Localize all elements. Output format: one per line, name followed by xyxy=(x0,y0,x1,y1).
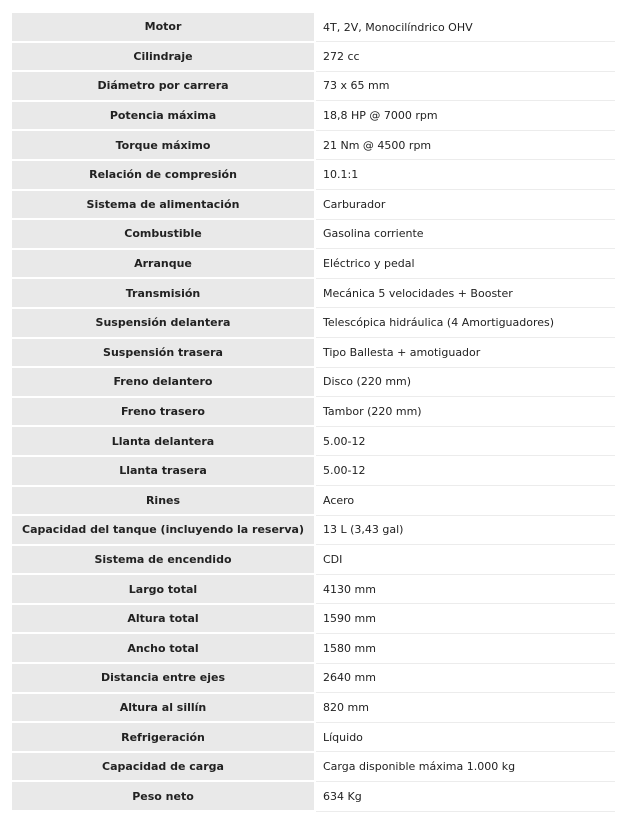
spec-value: Tambor (220 mm) xyxy=(315,397,615,427)
spec-label: Arranque xyxy=(12,249,315,279)
spec-row xyxy=(12,130,615,160)
spec-label: Altura al sillín xyxy=(12,693,315,723)
spec-row xyxy=(12,693,615,723)
spec-value: CDI xyxy=(315,545,615,575)
spec-row xyxy=(12,249,615,279)
spec-label: Rines xyxy=(12,486,315,516)
spec-row xyxy=(12,71,615,101)
spec-row xyxy=(12,722,615,752)
spec-label: Capacidad de carga xyxy=(12,752,315,782)
spec-row xyxy=(12,633,615,663)
spec-label: Combustible xyxy=(12,219,315,249)
spec-row xyxy=(12,101,615,131)
spec-row xyxy=(12,219,615,249)
spec-label: Suspensión delantera xyxy=(12,308,315,338)
spec-row xyxy=(12,574,615,604)
spec-label: Largo total xyxy=(12,574,315,604)
spec-row xyxy=(12,190,615,220)
spec-table-body xyxy=(12,13,615,811)
spec-value: 5.00-12 xyxy=(315,426,615,456)
spec-row xyxy=(12,456,615,486)
spec-value: 4130 mm xyxy=(315,574,615,604)
spec-label: Transmisión xyxy=(12,278,315,308)
spec-value: 4T, 2V, Monocilíndrico OHV xyxy=(315,13,615,42)
spec-value: 21 Nm @ 4500 rpm xyxy=(315,130,615,160)
spec-row xyxy=(12,545,615,575)
spec-value: Mecánica 5 velocidades + Booster xyxy=(315,278,615,308)
spec-row xyxy=(12,604,615,634)
spec-row xyxy=(12,752,615,782)
spec-value: 18,8 HP @ 7000 rpm xyxy=(315,101,615,131)
spec-value: 1580 mm xyxy=(315,633,615,663)
spec-row xyxy=(12,515,615,545)
spec-row xyxy=(12,160,615,190)
spec-label: Llanta delantera xyxy=(12,426,315,456)
spec-value: Disco (220 mm) xyxy=(315,367,615,397)
spec-value: Tipo Ballesta + amotiguador xyxy=(315,338,615,368)
spec-label: Suspensión trasera xyxy=(12,338,315,368)
spec-label: Potencia máxima xyxy=(12,101,315,131)
spec-label: Altura total xyxy=(12,604,315,634)
spec-value: Carburador xyxy=(315,190,615,220)
spec-row xyxy=(12,426,615,456)
spec-value: Líquido xyxy=(315,722,615,752)
spec-row xyxy=(12,663,615,693)
spec-row xyxy=(12,781,615,811)
spec-value: 272 cc xyxy=(315,42,615,72)
spec-row xyxy=(12,486,615,516)
spec-row xyxy=(12,42,615,72)
spec-value: 634 Kg xyxy=(315,781,615,811)
spec-row xyxy=(12,338,615,368)
spec-value: Telescópica hidráulica (4 Amortiguadores) xyxy=(315,308,615,338)
spec-label: Freno delantero xyxy=(12,367,315,397)
spec-row xyxy=(12,397,615,427)
spec-label: Refrigeración xyxy=(12,722,315,752)
spec-row xyxy=(12,308,615,338)
spec-label: Peso neto xyxy=(12,781,315,811)
spec-label: Sistema de encendido xyxy=(12,545,315,575)
spec-value: Eléctrico y pedal xyxy=(315,249,615,279)
spec-row xyxy=(12,278,615,308)
spec-label: Diámetro por carrera xyxy=(12,71,315,101)
spec-label: Ancho total xyxy=(12,633,315,663)
spec-value: 5.00-12 xyxy=(315,456,615,486)
spec-value: Acero xyxy=(315,486,615,516)
spec-label: Distancia entre ejes xyxy=(12,663,315,693)
spec-value: 73 x 65 mm xyxy=(315,71,615,101)
spec-table xyxy=(12,13,615,812)
spec-row xyxy=(12,13,615,42)
spec-label: Torque máximo xyxy=(12,130,315,160)
spec-value: 13 L (3,43 gal) xyxy=(315,515,615,545)
spec-value: 2640 mm xyxy=(315,663,615,693)
spec-row xyxy=(12,367,615,397)
spec-label: Capacidad del tanque (incluyendo la reserva) xyxy=(12,515,315,545)
spec-label: Motor xyxy=(12,13,315,42)
spec-value: 10.1:1 xyxy=(315,160,615,190)
spec-value: 820 mm xyxy=(315,693,615,723)
spec-value: Gasolina corriente xyxy=(315,219,615,249)
spec-label: Cilindraje xyxy=(12,42,315,72)
spec-value: 1590 mm xyxy=(315,604,615,634)
spec-value: Carga disponible máxima 1.000 kg xyxy=(315,752,615,782)
spec-label: Llanta trasera xyxy=(12,456,315,486)
spec-label: Sistema de alimentación xyxy=(12,190,315,220)
spec-label: Freno trasero xyxy=(12,397,315,427)
spec-label: Relación de compresión xyxy=(12,160,315,190)
